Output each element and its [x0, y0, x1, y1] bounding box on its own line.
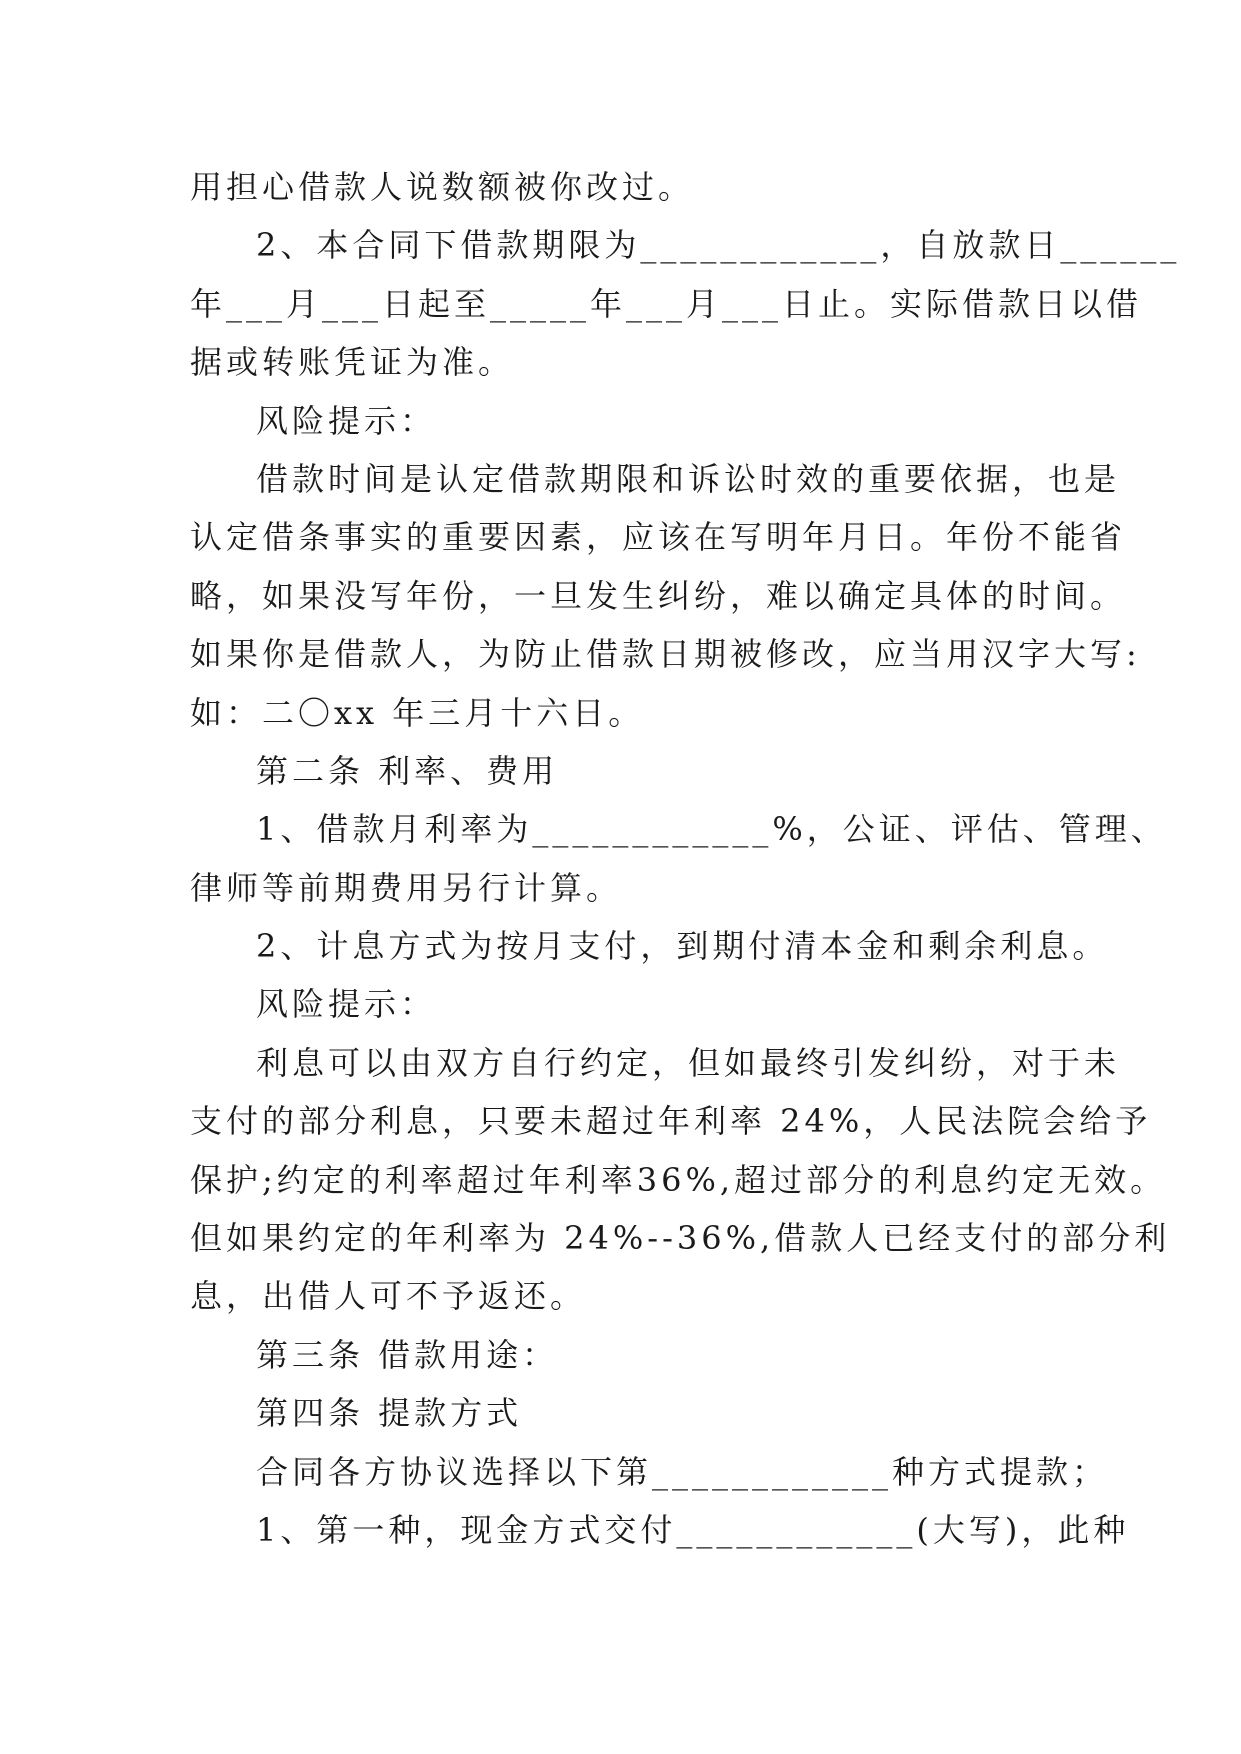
text-line: 支付的部分利息，只要未超过年利率 24%，人民法院会给予: [190, 1102, 1152, 1141]
text-line: 1、借款月利率为____________%，公证、评估、管理、: [256, 810, 1167, 849]
text-line: 借款时间是认定借款期限和诉讼时效的重要依据，也是: [256, 459, 1121, 498]
text-line: 风险提示：: [256, 401, 437, 440]
text-line: 2、计息方式为按月支付，到期付清本金和剩余利息。: [256, 927, 1109, 966]
text-line: 略，如果没写年份，一旦发生纠纷，难以确定具体的时间。: [190, 576, 1127, 615]
text-line: 律师等前期费用另行计算。: [190, 868, 623, 907]
text-line: 利息可以由双方自行约定，但如最终引发纠纷，对于未: [256, 1043, 1121, 1082]
text-line: 但如果约定的年利率为 24%--36%,借款人已经支付的部分利: [190, 1219, 1171, 1258]
text-line: 第三条 借款用途：: [256, 1335, 559, 1374]
text-line: 第四条 提款方式: [256, 1394, 523, 1433]
text-line: 1、第一种，现金方式交付____________(大写)，此种: [256, 1510, 1130, 1549]
text-line: 第二条 利率、费用: [256, 751, 559, 790]
text-line: 风险提示：: [256, 985, 437, 1024]
text-line: 用担心借款人说数额被你改过。: [190, 168, 695, 206]
text-line: 合同各方协议选择以下第____________种方式提款；: [256, 1452, 1109, 1491]
text-line: 2、本合同下借款期限为____________，自放款日______: [256, 226, 1181, 265]
document-body: [190, 158, 1181, 1559]
text-line: 保护;约定的利率超过年利率36%,超过部分的利息约定无效。: [190, 1160, 1167, 1199]
text-line: 如：二〇xx 年三月十六日。: [190, 693, 645, 732]
text-line: 息，出借人可不予返还。: [190, 1277, 587, 1316]
text-line: 年___月___日起至_____年___月___日止。实际借款日以借: [190, 284, 1143, 323]
text-line: 如果你是借款人，为防止借款日期被修改，应当用汉字大写:: [190, 635, 1141, 674]
text-line: 认定借条事实的重要因素，应该在写明年月日。年份不能省: [190, 518, 1127, 557]
text-line: 据或转账凭证为准。: [190, 343, 515, 382]
